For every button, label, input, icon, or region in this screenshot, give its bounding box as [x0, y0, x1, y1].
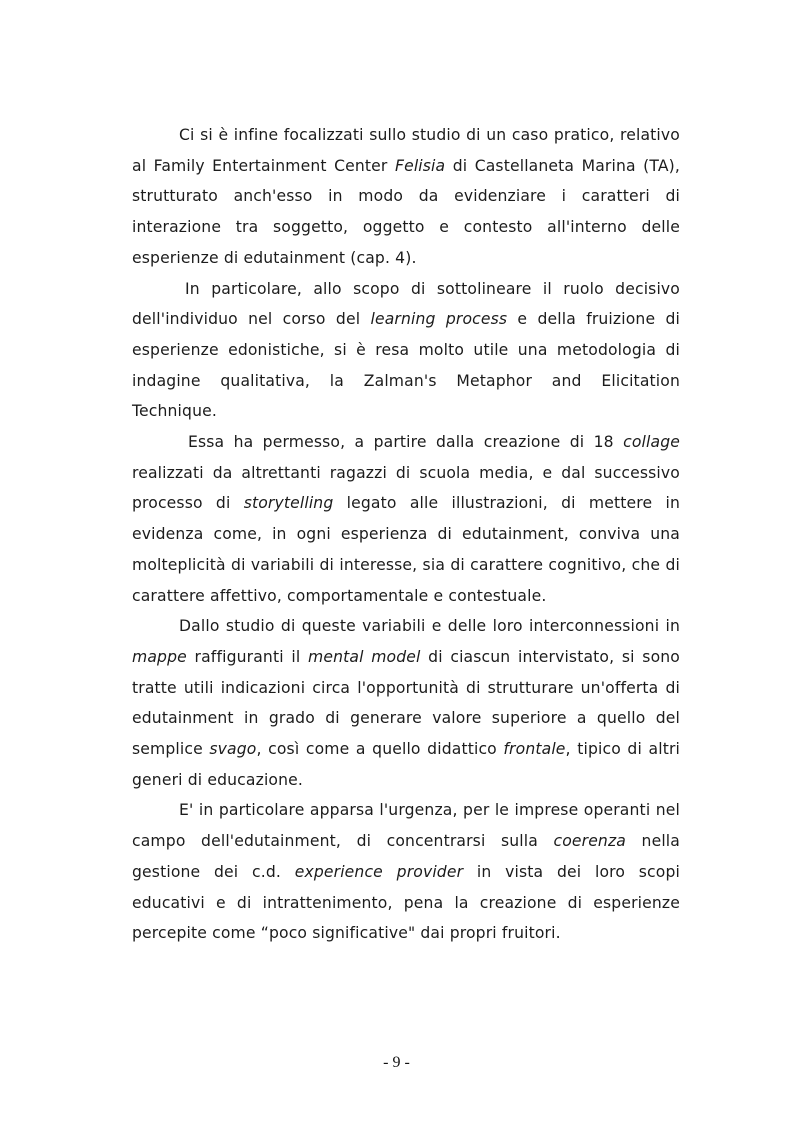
text-run: E' in particolare apparsa l'urgenza, per le imprese operanti nel campo dell'edutainment, di concentrarsi sulla — [132, 801, 680, 851]
paragraph-1 — [132, 120, 680, 274]
italic-term: collage — [623, 433, 680, 452]
text-run: Essa ha permesso, a partire dalla creazione di 18 — [188, 433, 624, 452]
text-run: , tipico di altri generi di educazione. — [132, 740, 680, 789]
text-run: In particolare, allo scopo di sottolineare il ruolo decisivo dell'individuo nel corso del — [132, 279, 680, 329]
text-run: nella gestione dei c.d. — [132, 832, 680, 881]
page-number: - 9 - — [383, 1054, 410, 1071]
text-run: legato alle illustrazioni, di mettere in evidenza come, in ogni esperienza di edutainment, conviva una molteplicità di variabili di interesse, sia di carattere cognitivo, che di carattere affettivo, comportamentale e contestuale. — [132, 494, 680, 605]
paragraph-5 — [132, 795, 680, 949]
text-run: , così come a quello didattico — [256, 740, 504, 759]
paragraph-4 — [132, 611, 680, 795]
text-run: Dallo studio di queste variabili e delle loro interconnessioni in — [179, 617, 680, 636]
italic-term: storytelling — [243, 494, 334, 513]
paragraph-2 — [132, 274, 680, 428]
italic-term: mental model — [307, 647, 421, 666]
italic-term: svago — [209, 740, 257, 759]
italic-term: experience provider — [294, 862, 464, 881]
italic-term: coerenza — [553, 832, 627, 851]
paragraph-3 — [132, 427, 680, 611]
text-run: di Castellaneta Marina (TA), strutturato anch'esso in modo da evidenziare i caratteri di interazione tra soggetto, oggetto e contesto all'interno delle esperienze di edutainment (cap. 4). — [132, 156, 680, 267]
italic-term: mappe — [132, 647, 187, 666]
text-run: Ci si è infine focalizzati sullo studio di un caso pratico, relativo al Family Entertainment Center — [132, 126, 680, 175]
italic-term: frontale — [503, 740, 566, 759]
italic-term: learning process — [370, 310, 508, 329]
text-run: e della fruizione di esperienze edonistiche, si è resa molto utile una metodologia di indagine qualitativa, la Zalman's Metaphor and Elicitation Technique. — [132, 310, 681, 421]
text-run: in vista dei loro scopi educativi e di intrattenimento, pena la creazione di esperienze percepite come “poco significative" dai propri fruitori. — [132, 862, 680, 943]
text-run: realizzati da altrettanti ragazzi di scuola media, e dal successivo processo di — [132, 463, 680, 513]
body-text — [132, 120, 680, 949]
text-run: raffiguranti il — [186, 647, 308, 666]
italic-term: Felisia — [394, 156, 446, 175]
text-run: di ciascun intervistato, si sono tratte utili indicazioni circa l'opportunità di strutturare un'offerta di edutainment in grado di generare valore superiore a quello del semplice — [132, 647, 680, 759]
